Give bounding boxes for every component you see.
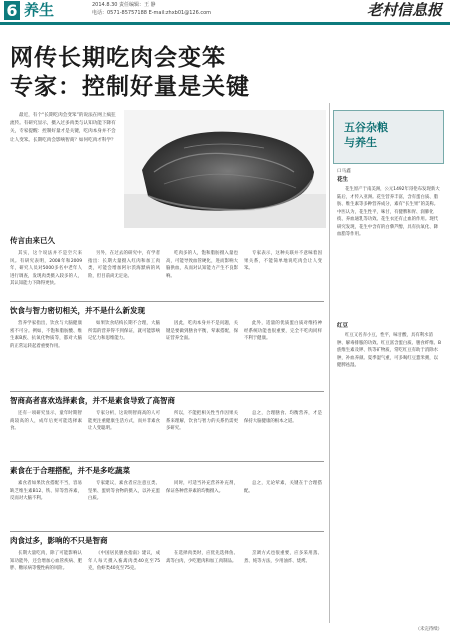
section2-col1: [10, 320, 82, 350]
section1-col2: [88, 250, 160, 280]
paragraph: 营养学家指出，饮食与大脑健康密不可分。例如，不饱和脂肪酸、维生素B族、抗氧化物质等，都对大脑的正常运转起着重要作用。: [10, 321, 82, 349]
sidebar-title-line2: 与养生: [344, 136, 377, 149]
section3-col3: [166, 410, 238, 433]
steak-photo: [124, 110, 326, 228]
section3-col4: [244, 410, 322, 425]
section5-col3: [166, 550, 238, 565]
paragraph: 此外，适量的优质蛋白质对维持神经系统功能也很重要，完全不吃肉同样不利于健康。: [244, 321, 322, 341]
section3-col1: [10, 410, 82, 433]
section4-col3: [166, 480, 238, 495]
paragraph: 花生原产于南美洲，公元1492年哥伦布发现新大陆后，才传入亚洲。花生营养丰富，含有蛋白质、脂肪、维生素等多种营养成分，素有“长生果”的美称。中医认为，花生性平，味甘，有健脾和胃、润肺化痰、养血通乳等功效。花生衣还有止血的作用。现代研究发现，花生中含有的白藜芦醇，具有抗氧化、降血脂等作用。: [337, 187, 440, 237]
paragraph: 同时，可适当补充营养补充剂，保证各种营养素的均衡摄入。: [166, 481, 238, 494]
section-title-1: 传言由来已久: [10, 236, 55, 245]
section-title-3: 智商高者喜欢选择素食，并不是素食导致了高智商: [10, 396, 175, 405]
section5-col1: [10, 550, 82, 573]
section4-col2: [88, 480, 160, 503]
section-divider: [10, 531, 324, 532]
section-divider: [10, 461, 324, 462]
paragraph: 长期大量吃肉，除了可能影响认知功能外，还会增加心血管疾病、肥胖、糖尿病等慢性病的风险。: [10, 551, 82, 571]
section1-col4: [244, 250, 322, 273]
paragraph: 素食者如果饮食搭配不当，容易缺乏维生素B12、铁、锌等营养素，反而对大脑不利。: [10, 481, 82, 501]
paragraph: 专家分析，这说明智商高的人可能更注重健康生活方式，而并非素食让人变聪明。: [88, 411, 160, 431]
page-number: 6: [4, 1, 20, 20]
section1-col3: [166, 250, 238, 280]
paragraph: 另外，在过去的研究中，有学者指出：长期大量摄入红肉和加工肉类，可能会增加阿尔茨海默病的风险，但目前尚无定论。: [88, 251, 160, 279]
paragraph: 总之，无论荤素，关键在于合理搭配。: [244, 481, 322, 494]
paragraph: 所以，不能把相关性当作因果关系来理解，饮食与智力的关系仍需更多研究。: [166, 411, 238, 431]
paragraph: 专家表示，这种关联并不意味着因果关系，不能简单地说吃肉会让人变笨。: [244, 251, 322, 271]
sidebar-title-box: [333, 110, 444, 164]
section5-col4: [244, 550, 322, 565]
sidebar-subhead-peanut: 花生: [337, 177, 349, 183]
page-header: [0, 0, 450, 22]
section4-col1: [10, 480, 82, 503]
paragraph: 其实，这个说法并不是空穴来风。有研究表明，2008年和2009年，研究人员对5000多名中老年人进行调查，发现肉类摄入较多的人，其认知能力下降得更快。: [10, 251, 82, 286]
section-divider: [10, 301, 324, 302]
paragraph: 烹调方式也很重要，应多采用蒸、煮、炖等方法，少用油炸、烧烤。: [244, 551, 322, 564]
section-divider: [10, 391, 324, 392]
section4-col4: [244, 480, 322, 495]
section5-col2: [88, 550, 160, 573]
section1-col1: [10, 250, 82, 288]
masthead: 老村信息报: [366, 1, 442, 19]
paragraph: 专家建议，素食者应注意豆类、坚果、蛋奶等食物的摄入，以补充蛋白质。: [88, 481, 160, 501]
section2-col2: [88, 320, 160, 343]
section2-col3: [166, 320, 238, 343]
section-name: 养生: [24, 1, 55, 19]
lead-paragraph: 最近，有个“长期吃肉会变笨”的说法在网上疯狂流传。有研究显示，摄入过多肉类与认知功能下降有关，专家提醒：控制好量才是关键，吃肉本身并不会让人变笨。长期吃肉会影响智商？如何吃肉才科学？: [10, 113, 116, 143]
sidebar-author: 口马鑫: [337, 169, 351, 174]
headline-line2: 专家：控制好量是关键: [10, 74, 250, 100]
paragraph: 因此，吃肉本身并不是问题，关键是要做到膳食平衡，荤素搭配，保证营养全面。: [166, 321, 238, 341]
sidebar-text-peanut: [337, 186, 441, 239]
sidebar-title-line1: 五谷杂粮: [344, 121, 388, 134]
sidebar-text-redbean: [337, 332, 441, 370]
paragraph: 如果饮食结构长期不合理，大脑所需的营养得不到保证，就可能影响记忆力和思维能力。: [88, 321, 160, 341]
issue-date: 2014.8.30 责任编辑：王 静: [92, 2, 156, 8]
paragraph: 《中国居民膳食指南》建议，成年人每天摄入畜禽肉类40克至75克，鱼虾类40克至75克。: [88, 551, 160, 571]
contact-info: 电话：0571-85757188 E-mail:zhxb01@126.com: [92, 10, 212, 16]
section3-col2: [88, 410, 160, 433]
header-rule: [0, 22, 450, 25]
paragraph: 总之，合理膳食、均衡营养，才是保持大脑健康的根本之道。: [244, 411, 322, 424]
paragraph: 吃肉多的人，饱和脂肪摄入量也高，可能导致血管硬化，进而影响大脑供血，从而对认知能力产生不良影响。: [166, 251, 238, 279]
headline-line1: 网传长期吃肉会变笨: [10, 45, 226, 71]
paragraph: 在选择肉类时，应优先选择鱼、禽等白肉，少吃肥肉和加工肉制品。: [166, 551, 238, 564]
sidebar-subhead-redbean: 红豆: [337, 323, 349, 329]
continued-note: （未完待续）: [415, 627, 442, 632]
paragraph: 红豆又名赤小豆，性平，味甘酸，具有利水消肿、解毒排脓的功效。红豆富含蛋白质、膳食纤维、B族维生素及钾、铁等矿物质，常吃红豆有助于消除水肿，补血养颜。夏季湿气重，可多喝红豆薏米粥，以健脾祛湿。: [337, 333, 441, 368]
section-title-5: 肉食过多，影响的不只是智商: [10, 536, 108, 545]
section2-col4: [244, 320, 322, 343]
paragraph: 还有一项研究显示，童年时期智商较高的人，成年后更可能选择素食。: [10, 411, 82, 431]
section-title-2: 饮食与智力密切相关，并不是什么新发现: [10, 306, 145, 315]
section-title-4: 素食在于合理搭配，并不是多吃蔬菜: [10, 466, 130, 475]
